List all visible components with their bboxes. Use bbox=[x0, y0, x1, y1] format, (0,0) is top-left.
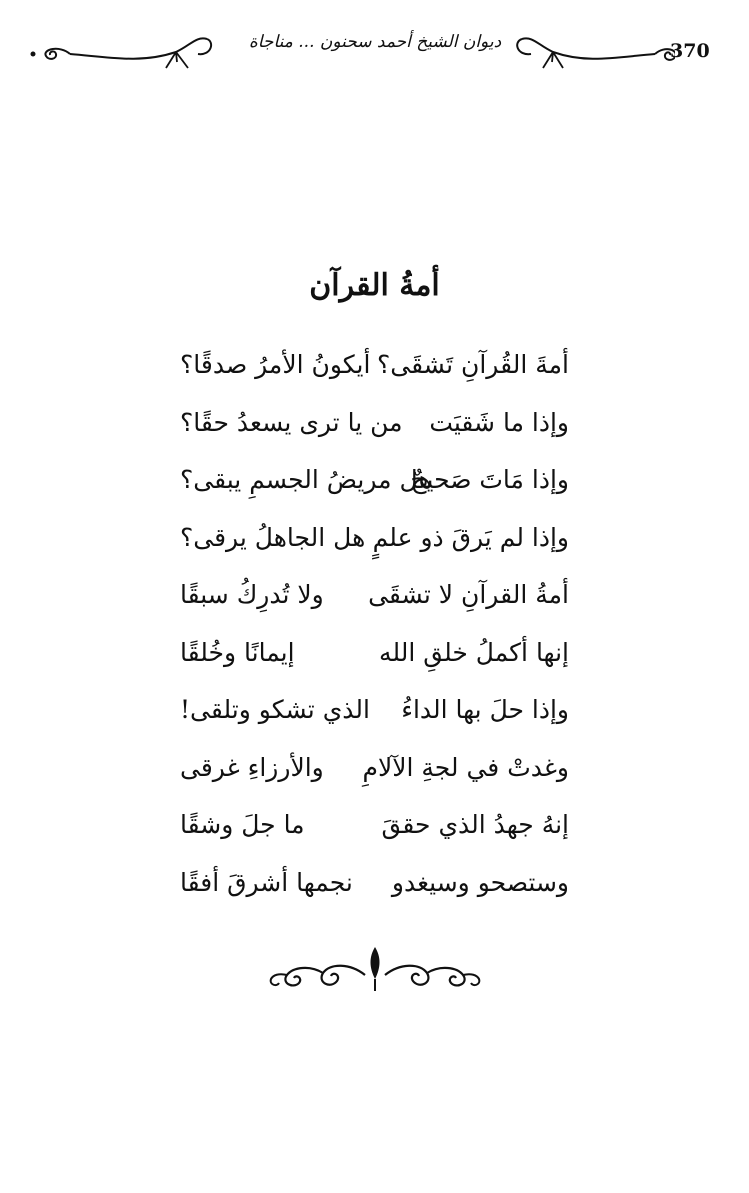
verse bbox=[0, 408, 749, 466]
verse bbox=[0, 753, 749, 811]
poem-body bbox=[0, 350, 749, 925]
verse-second-hemistich: والأرزاءِ غرقى bbox=[180, 752, 324, 782]
header-right-flourish-icon bbox=[505, 30, 675, 74]
verse-second-hemistich: أيكونُ الأمرُ صدقًا؟ bbox=[180, 350, 371, 379]
verse bbox=[0, 350, 749, 408]
verse-first-hemistich: وستصحو وسيغدو bbox=[391, 867, 569, 897]
poem-title: أمةُ القرآن bbox=[309, 268, 440, 303]
verse-first-hemistich: إنها أكملُ خلقِ الله bbox=[379, 637, 569, 667]
verse bbox=[0, 465, 749, 523]
verse-second-hemistich: نجمها أشرقَ أفقًا bbox=[180, 867, 353, 897]
verse bbox=[0, 695, 749, 753]
verse bbox=[0, 868, 749, 926]
footer-fleuron-icon bbox=[265, 945, 485, 995]
verse-second-hemistich: هل الجاهلُ يرقى؟ bbox=[180, 522, 366, 552]
running-title: ديوان الشيخ أحمد سحنون ... مناجاة bbox=[248, 32, 502, 52]
verse-first-hemistich: وإذا مَاتَ صَحيحٌ bbox=[410, 465, 569, 494]
header-left-flourish-icon bbox=[28, 30, 228, 74]
verse-second-hemistich: من يا ترى يسعدُ حقًا؟ bbox=[180, 407, 403, 437]
verse bbox=[0, 580, 749, 638]
verse-first-hemistich: أمةُ القرآنِ لا تشقَى bbox=[368, 580, 569, 609]
verse-first-hemistich: وإذا ما شَقيَت bbox=[429, 407, 569, 437]
verse-second-hemistich: هل مريضُ الجسمِ يبقى؟ bbox=[180, 465, 432, 494]
verse bbox=[0, 810, 749, 868]
verse-second-hemistich: الذي تشكو وتلقى! bbox=[180, 695, 370, 724]
verse bbox=[0, 638, 749, 696]
verse-first-hemistich: إنهُ جهدُ الذي حققَ bbox=[381, 810, 569, 839]
verse bbox=[0, 523, 749, 581]
page-header bbox=[0, 22, 749, 82]
verse-second-hemistich: ولا تُدرِكُ سبقًا bbox=[180, 580, 324, 609]
verse-first-hemistich: أمةَ القُرآنِ تَشقَى؟ bbox=[377, 350, 569, 379]
page-number: 370 bbox=[670, 40, 710, 62]
verse-first-hemistich: وإذا لم يَرقَ ذو علمٍ bbox=[372, 522, 569, 552]
verse-second-hemistich: ما جلَ وشقًا bbox=[180, 810, 305, 839]
verse-second-hemistich: إيمانًا وخُلقًا bbox=[180, 637, 295, 667]
verse-first-hemistich: وإذا حلَ بها الداءُ bbox=[401, 695, 569, 724]
verse-first-hemistich: وغدتْ في لجةِ الآلامِ bbox=[362, 752, 569, 782]
